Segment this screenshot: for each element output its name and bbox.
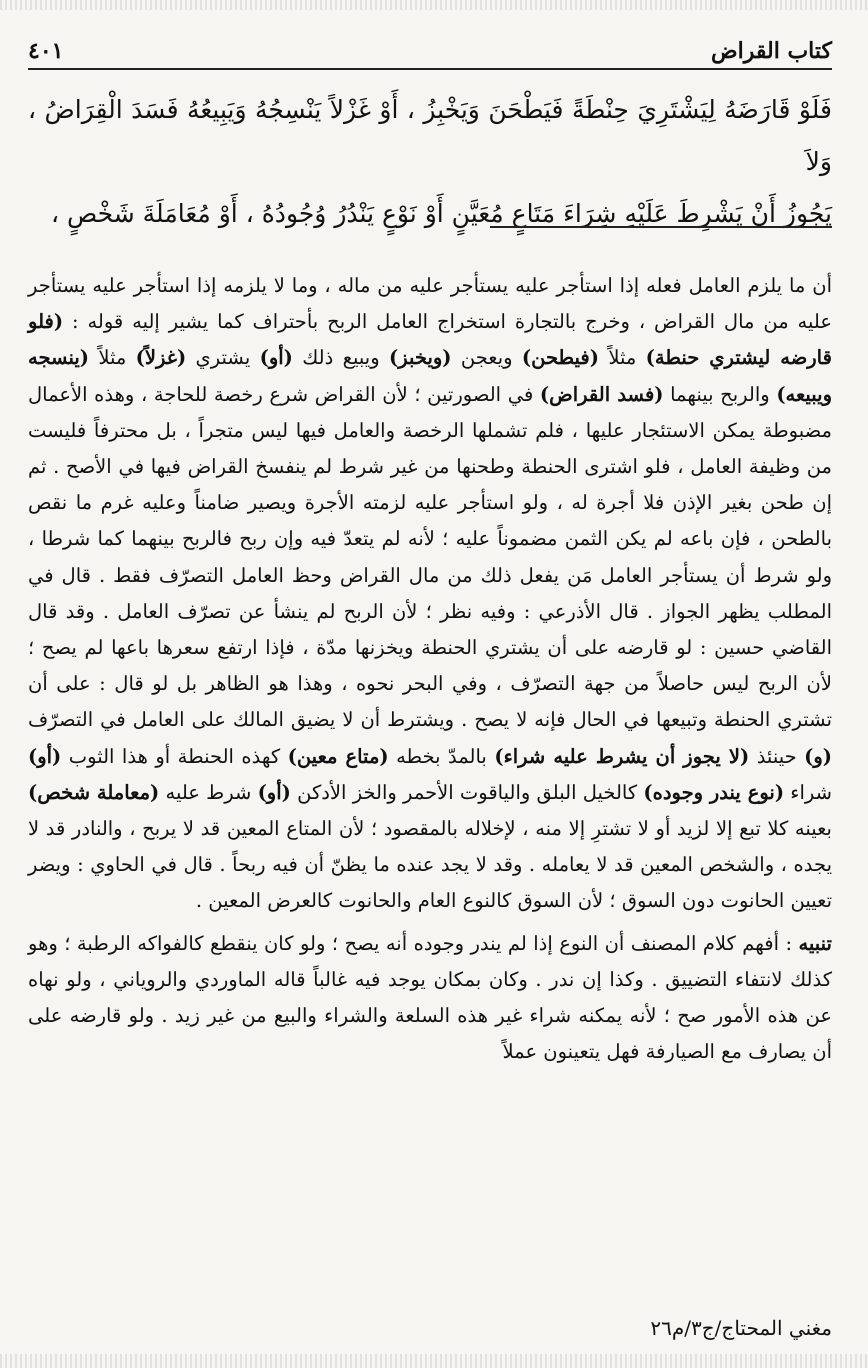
- commentary-run: ويبيع ذلك: [292, 346, 389, 370]
- matn-line: فَلَوْ قَارَضَهُ لِيَشْتَرِيَ حِنْطَةً فَيَطْحَنَ وَيَخْبِزُ ، أَوْ غَزْلاً يَنْسِجُهُ وَيَبِيعُهُ فَسَدَ الْقِرَاضُ ، وَلاَ: [28, 95, 832, 176]
- commentary-run: والربح بينهما: [663, 382, 777, 406]
- bold-matn-quote: (ويخبز): [388, 346, 452, 370]
- page-number: ٤٠١: [28, 38, 64, 64]
- commentary-run: حينئذ: [749, 744, 805, 768]
- commentary-text: [28, 268, 832, 1070]
- separator-rule: [490, 226, 832, 228]
- book-title: كتاب القراض: [711, 38, 832, 64]
- scan-edge-top: [0, 0, 868, 10]
- matn-line: يَجُوزُ أَنْ يَشْرِطَ عَلَيْهِ شِرَاءَ مَتَاعٍ مُعَيَّنٍ أَوْ نَوْعٍ يَنْدُرُ وُجُودُهُ ، أَوْ مُعَامَلَةَ شَخْصٍ ،: [50, 199, 832, 228]
- commentary-run: بعينه كلا تبع إلا لزيد أو لا تشترِ إلا منه ، لإخلاله بالمقصود ؛ لأن المتاع المعين قد لا يربح ، والنادر قد لا يجده ، والشخص المعين قد لا يعامله . وقد لا يجد عنده ما يظنّ أن فيه ربحاً . قال في الحاوي : ويضر تعيين الحانوت دون السوق ؛ لأن السوق كالنوع العام والحانوت كالعرض المعين .: [28, 817, 832, 913]
- signature-line: مغني المحتاج/ج٣/م٢٦: [650, 1316, 832, 1340]
- bold-matn-quote: (غزلاً): [135, 346, 187, 370]
- bold-matn-quote: (معاملة شخص): [28, 780, 160, 804]
- commentary-run: شراء: [784, 780, 832, 804]
- bold-matn-quote: (فيطحن): [521, 346, 599, 370]
- commentary-paragraph: [28, 268, 832, 920]
- bold-matn-quote: (فسد القراض): [539, 382, 664, 406]
- bold-matn-quote: (لا يجوز أن يشرط عليه شراء): [494, 744, 750, 768]
- bold-matn-quote: (نوع يندر وجوده): [643, 780, 785, 804]
- commentary-run: أن ما يلزم العامل فعله إذا استأجر عليه يستأجر عليه من ماله ، وما لا يلزمه إذا استأجر عليه يستأجر عليه من مال القراض ، وخرج بالتجارة استخراج العامل الربح بأحتراف كما يشير إليه قوله :: [28, 274, 832, 334]
- bold-matn-quote: (أو): [28, 744, 62, 768]
- commentary-run: كالخيل البلق والياقوت الأحمر والخز الأدكن: [290, 780, 644, 804]
- bold-matn-quote: (ينسجه ويبيعه): [28, 346, 833, 406]
- bold-matn-quote: (أو): [257, 780, 291, 804]
- page-header: [28, 24, 832, 70]
- commentary-run: ويعجن: [451, 346, 522, 370]
- tanbih-paragraph: [28, 926, 832, 1071]
- bold-matn-quote: (و): [804, 744, 832, 768]
- bold-matn-quote: (فلو قارضه ليشتري حنطة): [28, 310, 832, 370]
- bold-matn-quote: (متاع معين): [287, 744, 389, 768]
- commentary-run: كهذه الحنطة أو هذا الثوب: [61, 744, 288, 768]
- commentary-run: : أفهم كلام المصنف أن النوع إذا لم يندر وجوده أنه يصح ؛ ولو كان ينقطع كالفواكه الرطبة ؛ وهو كذلك لانتفاء التضييق . وكذا إن ندر . وكان بمكان يوجد فيه غالباً قاله الماوردي والروياني ، ولو نهاه عن هذه الأمور صح ؛ لأنه يمكنه شراء غير هذه السلعة والشراء والبيع من غير زيد . ولو قارضه على أن يصارف مع الصيارفة فهل يتعينون عملاً: [28, 931, 832, 1064]
- commentary-run: يشتري: [186, 346, 260, 370]
- commentary-run: شرط عليه: [159, 780, 258, 804]
- scan-edge-bottom: [0, 1354, 868, 1368]
- commentary-run: مثلاً: [88, 346, 136, 370]
- commentary-run: بالمدّ بخطه: [388, 744, 495, 768]
- bold-matn-quote: (أو): [259, 346, 293, 370]
- commentary-run: في الصورتين ؛ لأن القراض شرع رخصة للحاجة ، وهذه الأعمال مضبوطة يمكن الاستئجار عليها ، فلم تشملها الرخصة والعامل فيها ليس متجراً ، بل محترفاً فليست من وظيفة العامل ، فلو اشترى الحنطة وطحنها من غير شرط لم ينفسخ القراض فيها في الأصح . ثم إن طحن بغير الإذن فلا أجرة له ، ولو استأجر عليه لزمته الأجرة ويصير ضامناً وعليه غرم ما نقص بالطحن ، فإن باعه لم يكن الثمن مضموناً عليه ؛ لأنه لم يتعدّ فيه وإن ربح فالربح بينهما كما شرطا ، ولو شرط أن يستأجر العامل مَن يفعل ذلك من مال القراض وحظ العامل التصرّف فقط . قال في المطلب يظهر الجواز . قال الأذرعي : وفيه نظر ؛ لأن الربح لم ينشأ عن تصرّف العامل . وقد قال القاضي حسين : لو قارضه على أن يشتري الحنطة ويخزنها مدّة ، فإذا ارتفع سعرها باعها لم يصح ؛ لأن الربح ليس حاصلاً من جهة التصرّف ، وفي البحر نحوه ، وهذا هو الظاهر بل لو قال : على أن تشتري الحنطة وتبيعها في الحال فإنه لا يصح . ويشترط أن لا يضيق المالك على العامل في التصرّف: [28, 382, 832, 732]
- bold-matn-quote: تنبيه: [798, 931, 832, 955]
- commentary-run: مثلاً: [598, 346, 646, 370]
- matn-text: [28, 84, 832, 240]
